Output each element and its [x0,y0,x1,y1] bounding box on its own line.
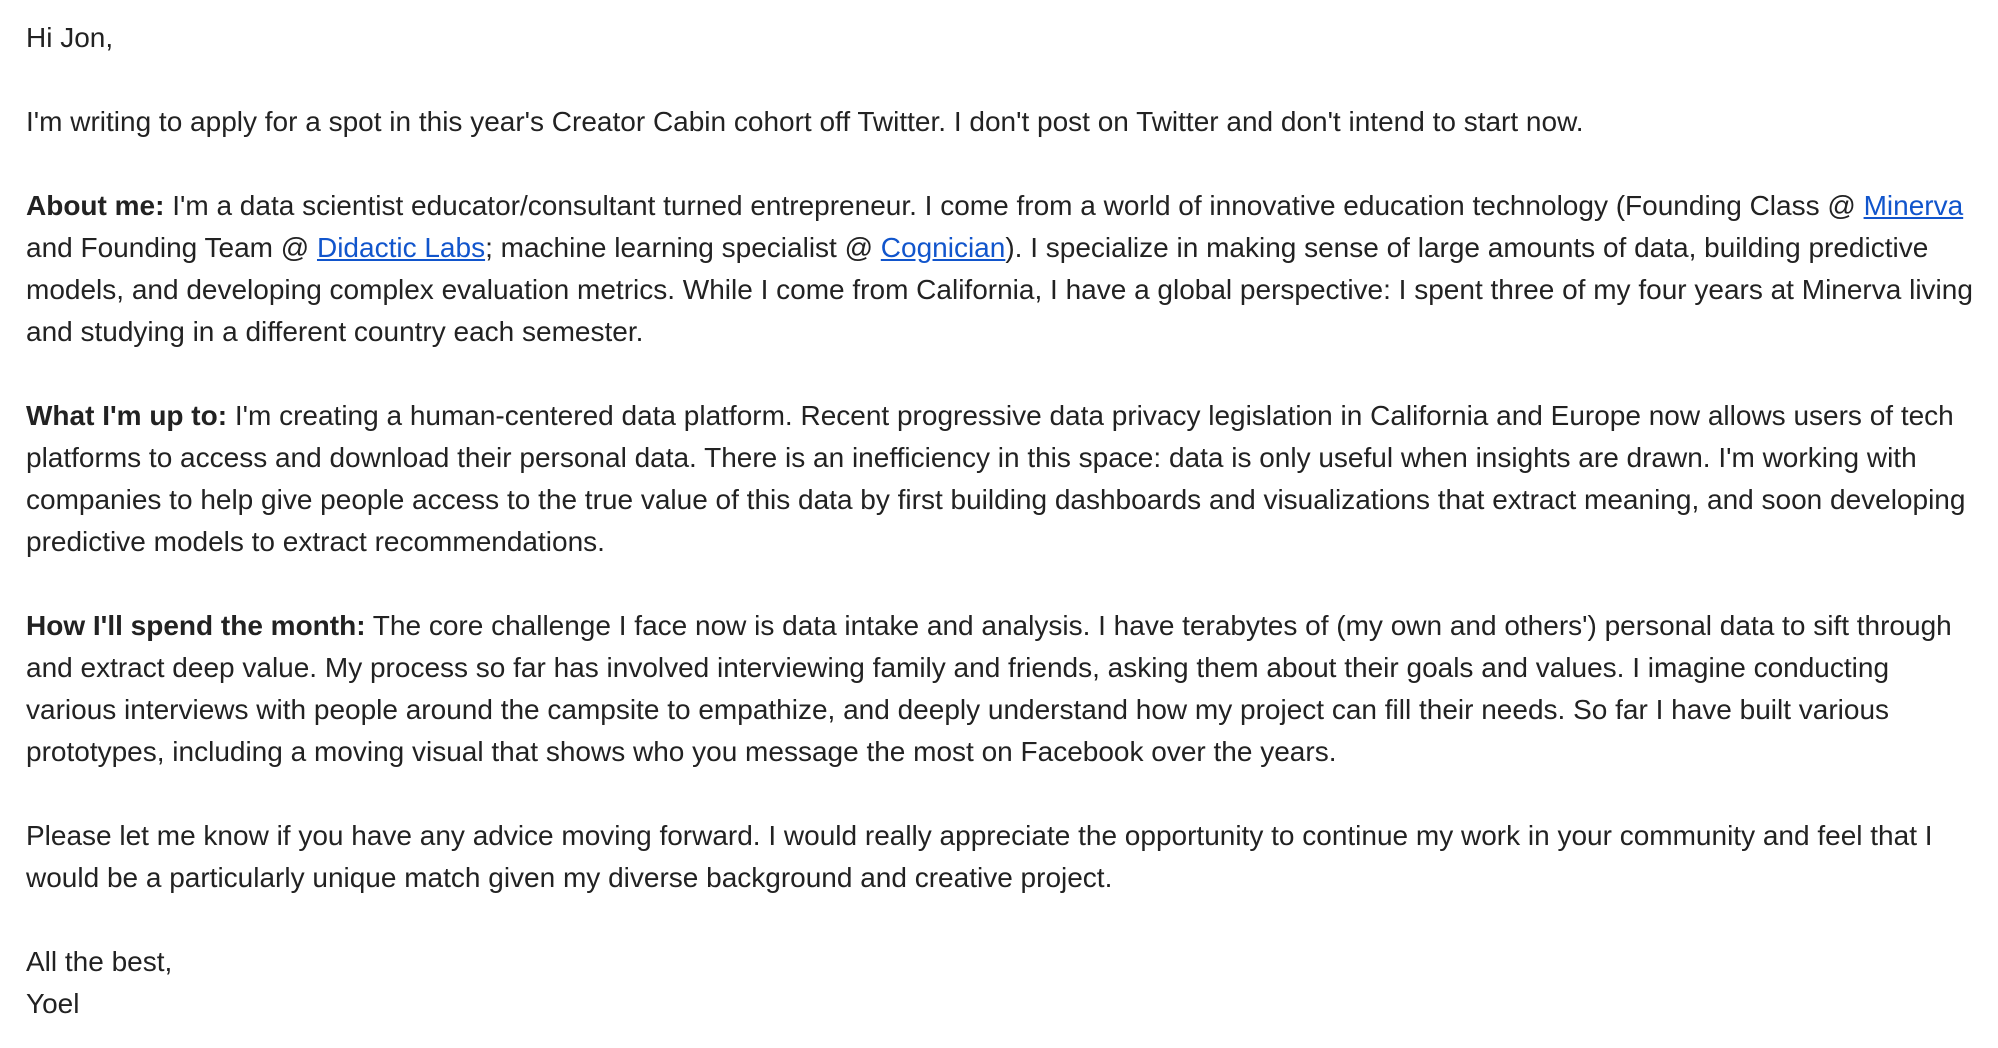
cognician-link[interactable]: Cognician [880,232,1006,263]
up-to-text: I'm creating a human-centered data platform. Recent progressive data privacy legislation in California and Europe now allows users of tech platforms to access and download their personal data. There is an inefficiency in this space: data is only useful when insights are drawn. I'm working with companies to help give people access to the true value of this data by first building dashboards and visualizations that extract meaning, and soon developing predictive models to extract recommendations. [26,400,1966,557]
month-text: The core challenge I face now is data intake and analysis. I have terabytes of (my own and others') personal data to sift through and extract deep value. My process so far has involved interviewing family and friends, asking them about their goals and values. I imagine conducting various interviews with people around the campsite to empathize, and deeply understand how my project can fill their needs. So far I have built various prototypes, including a moving visual that shows who you message the most on Facebook over the years. [26,610,1952,767]
signature: Yoel [26,988,80,1019]
minerva-link[interactable]: Minerva [1863,190,1964,221]
about-text-1: I'm a data scientist educator/consultant turned entrepreneur. I come from a world of innovative education technology (Founding Class @ [164,190,1864,221]
about-text-2: and Founding Team @ [26,232,317,263]
up-to-label: What I'm up to: [26,400,228,431]
about-paragraph [26,185,1986,353]
closing-paragraph: Please let me know if you have any advice moving forward. I would really appreciate the opportunity to continue my work in your community and feel that I would be a particularly unique match given my diverse background and creative project. [26,820,1933,893]
month-paragraph [26,605,1986,773]
intro-paragraph: I'm writing to apply for a spot in this year's Creator Cabin cohort off Twitter. I don't post on Twitter and don't intend to start now. [26,106,1584,137]
about-label: About me: [26,190,165,221]
greeting: Hi Jon, [26,22,114,53]
about-text-3: ; machine learning specialist @ [485,232,881,263]
up-to-paragraph [26,395,1986,563]
email-body [26,17,1986,1025]
about-text-4: ). I specialize in making sense of large amounts of data, building predictive models, and developing complex evaluation metrics. While I come from California, I have a global perspective: I spent three of my four years at Minerva living and studying in a different country each semester. [26,232,1973,347]
sign-off: All the best, [26,946,173,977]
didactic-labs-link[interactable]: Didactic Labs [316,232,486,263]
month-label: How I'll spend the month: [26,610,366,641]
